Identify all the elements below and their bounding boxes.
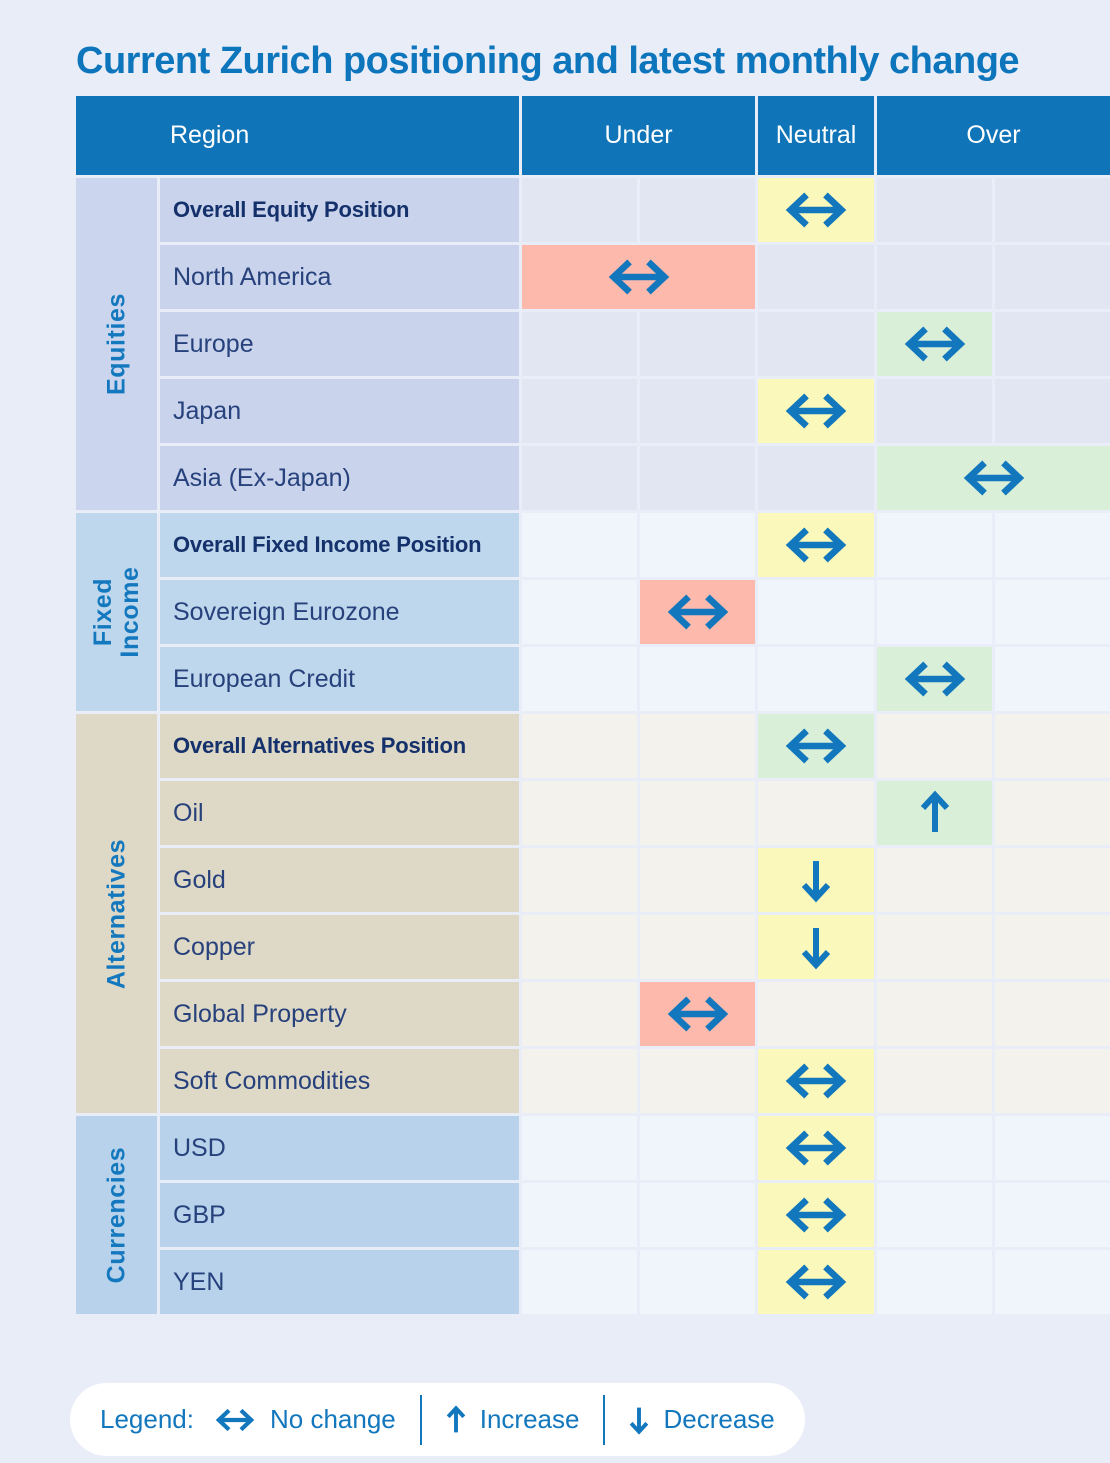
no-change-icon xyxy=(783,191,849,229)
row-label: Europe xyxy=(160,312,519,376)
highlight-cell-neutral xyxy=(758,178,874,242)
no-change-icon xyxy=(902,660,968,698)
empty-cell xyxy=(522,1250,637,1314)
empty-cell xyxy=(640,781,755,845)
decrease-icon xyxy=(801,924,831,970)
empty-cell xyxy=(522,1049,637,1113)
empty-cell xyxy=(995,178,1110,242)
no-change-icon xyxy=(783,1129,849,1167)
no-change-icon xyxy=(783,1263,849,1301)
empty-cell xyxy=(522,580,637,644)
empty-cell xyxy=(877,1183,992,1247)
header-neutral: Neutral xyxy=(758,96,874,175)
highlight-cell-neutral xyxy=(758,513,874,577)
empty-cell xyxy=(995,714,1110,778)
empty-cell xyxy=(995,580,1110,644)
no-change-icon xyxy=(783,1062,849,1100)
positioning-table xyxy=(76,96,1110,1314)
empty-cell xyxy=(758,982,874,1046)
empty-cell xyxy=(640,1116,755,1180)
no-change-icon xyxy=(783,392,849,430)
no-change-icon xyxy=(783,727,849,765)
empty-cell xyxy=(640,647,755,711)
header-over: Over xyxy=(877,96,1110,175)
no-change-icon xyxy=(783,1196,849,1234)
row-label: Sovereign Eurozone xyxy=(160,580,519,644)
legend-item-increase xyxy=(446,1404,580,1435)
empty-cell xyxy=(522,1183,637,1247)
legend-divider xyxy=(420,1395,422,1445)
empty-cell xyxy=(995,245,1110,309)
legend-item-no-change xyxy=(214,1404,396,1435)
empty-cell xyxy=(995,647,1110,711)
section-label-currencies xyxy=(76,1116,157,1314)
highlight-cell-neutral xyxy=(758,915,874,979)
row-label: Overall Alternatives Position xyxy=(160,714,519,778)
section-label-equities xyxy=(76,178,157,510)
empty-cell xyxy=(522,178,637,242)
highlight-cell-neutral xyxy=(758,379,874,443)
empty-cell xyxy=(640,379,755,443)
legend-item-text: Increase xyxy=(479,1404,580,1434)
page-title: Current Zurich positioning and latest monthly change xyxy=(76,40,1020,82)
empty-cell xyxy=(640,1250,755,1314)
empty-cell xyxy=(522,848,637,912)
row-label: Asia (Ex-Japan) xyxy=(160,446,519,510)
row-label: YEN xyxy=(160,1250,519,1314)
increase-icon xyxy=(920,790,950,836)
row-label: GBP xyxy=(160,1183,519,1247)
no-change-icon xyxy=(902,325,968,363)
highlight-cell-under xyxy=(522,245,755,309)
empty-cell xyxy=(640,714,755,778)
empty-cell xyxy=(877,178,992,242)
empty-cell xyxy=(995,1049,1110,1113)
decrease-icon xyxy=(629,1405,649,1435)
header-region: Region xyxy=(76,96,519,175)
empty-cell xyxy=(640,312,755,376)
highlight-cell-neutral xyxy=(758,714,874,778)
empty-cell xyxy=(522,915,637,979)
header-under: Under xyxy=(522,96,755,175)
empty-cell xyxy=(640,915,755,979)
empty-cell xyxy=(640,513,755,577)
empty-cell xyxy=(995,982,1110,1046)
empty-cell xyxy=(995,1183,1110,1247)
no-change-icon xyxy=(961,459,1027,497)
highlight-cell-over xyxy=(877,312,992,376)
no-change-icon xyxy=(214,1408,256,1432)
empty-cell xyxy=(640,848,755,912)
empty-cell xyxy=(995,379,1110,443)
row-label: Global Property xyxy=(160,982,519,1046)
empty-cell xyxy=(758,312,874,376)
legend-item-decrease xyxy=(629,1404,774,1435)
empty-cell xyxy=(640,1183,755,1247)
empty-cell xyxy=(995,1250,1110,1314)
empty-cell xyxy=(758,647,874,711)
empty-cell xyxy=(877,513,992,577)
highlight-cell-neutral xyxy=(758,1049,874,1113)
empty-cell xyxy=(640,1049,755,1113)
empty-cell xyxy=(640,178,755,242)
empty-cell xyxy=(877,1116,992,1180)
empty-cell xyxy=(522,446,637,510)
empty-cell xyxy=(995,312,1110,376)
highlight-cell-neutral xyxy=(758,848,874,912)
empty-cell xyxy=(877,714,992,778)
highlight-cell-over xyxy=(877,446,1110,510)
section-label-text: Fixed xyxy=(88,577,117,647)
row-label: Overall Fixed Income Position xyxy=(160,513,519,577)
row-label: Overall Equity Position xyxy=(160,178,519,242)
empty-cell xyxy=(877,1049,992,1113)
section-label-text: Equities xyxy=(102,292,130,396)
empty-cell xyxy=(758,245,874,309)
empty-cell xyxy=(522,781,637,845)
legend-divider xyxy=(603,1395,605,1445)
legend-item-text: No change xyxy=(269,1404,396,1434)
highlight-cell-over xyxy=(877,647,992,711)
section-label-alternatives xyxy=(76,714,157,1113)
row-label: Gold xyxy=(160,848,519,912)
row-label: Copper xyxy=(160,915,519,979)
row-label: Japan xyxy=(160,379,519,443)
row-label: Oil xyxy=(160,781,519,845)
decrease-icon xyxy=(801,857,831,903)
section-label-fixed-income xyxy=(76,513,157,711)
empty-cell xyxy=(877,245,992,309)
empty-cell xyxy=(995,915,1110,979)
increase-icon xyxy=(446,1405,466,1435)
highlight-cell-over xyxy=(877,781,992,845)
no-change-icon xyxy=(606,258,672,296)
empty-cell xyxy=(522,513,637,577)
row-label: Soft Commodities xyxy=(160,1049,519,1113)
section-label-text: Income xyxy=(115,566,144,658)
no-change-icon xyxy=(665,593,731,631)
highlight-cell-under xyxy=(640,580,755,644)
empty-cell xyxy=(995,781,1110,845)
legend-label: Legend: xyxy=(100,1404,194,1434)
empty-cell xyxy=(522,379,637,443)
empty-cell xyxy=(877,915,992,979)
highlight-cell-neutral xyxy=(758,1183,874,1247)
row-label: North America xyxy=(160,245,519,309)
empty-cell xyxy=(758,446,874,510)
section-label-text: Alternatives xyxy=(102,838,130,989)
empty-cell xyxy=(758,781,874,845)
empty-cell xyxy=(877,1250,992,1314)
empty-cell xyxy=(877,848,992,912)
legend xyxy=(70,1383,805,1456)
highlight-cell-under xyxy=(640,982,755,1046)
empty-cell xyxy=(522,982,637,1046)
empty-cell xyxy=(877,580,992,644)
empty-cell xyxy=(640,446,755,510)
empty-cell xyxy=(995,513,1110,577)
no-change-icon xyxy=(665,995,731,1033)
row-label: European Credit xyxy=(160,647,519,711)
empty-cell xyxy=(995,848,1110,912)
empty-cell xyxy=(758,580,874,644)
empty-cell xyxy=(522,647,637,711)
empty-cell xyxy=(522,1116,637,1180)
legend-item-text: Decrease xyxy=(663,1404,775,1434)
section-label-text: Currencies xyxy=(102,1146,130,1284)
no-change-icon xyxy=(783,526,849,564)
highlight-cell-neutral xyxy=(758,1116,874,1180)
empty-cell xyxy=(995,1116,1110,1180)
empty-cell xyxy=(522,714,637,778)
empty-cell xyxy=(877,379,992,443)
highlight-cell-neutral xyxy=(758,1250,874,1314)
empty-cell xyxy=(877,982,992,1046)
empty-cell xyxy=(522,312,637,376)
row-label: USD xyxy=(160,1116,519,1180)
